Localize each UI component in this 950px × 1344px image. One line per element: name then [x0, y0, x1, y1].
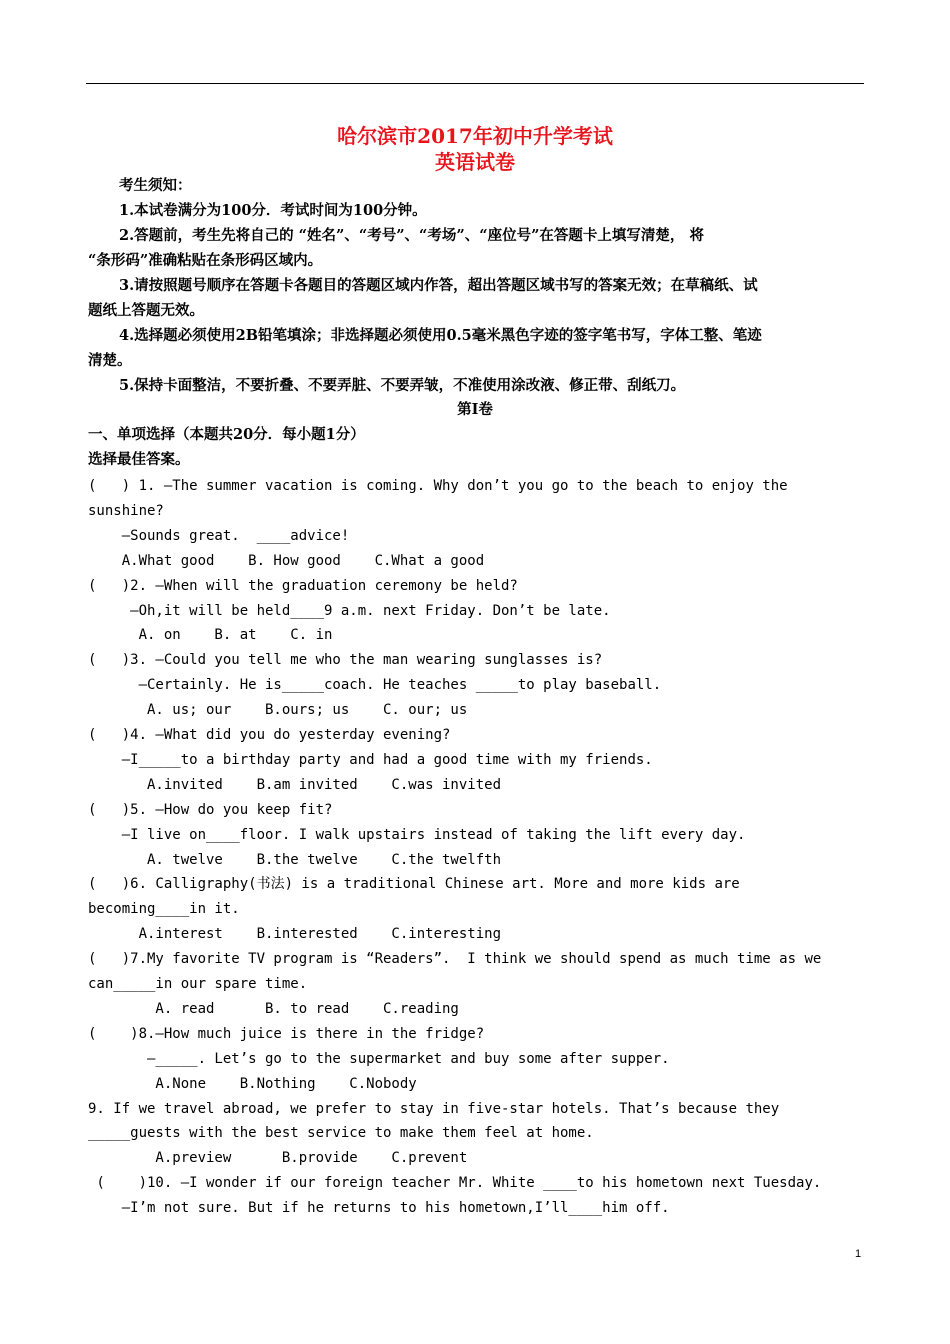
question-line: ( )3. —Could you tell me who the man wearing sunglasses is? [88, 652, 603, 669]
notice-line: 清楚。 [88, 352, 132, 369]
exam-subtitle: 英语试卷 [435, 150, 515, 174]
question-line: A.invited B.am invited C.was invited [88, 776, 502, 793]
question-line: A.None B.Nothing C.Nobody [88, 1075, 417, 1092]
question-line: becoming____in it. [88, 901, 240, 918]
question-line: 9. If we travel abroad, we prefer to stay in five-star hotels. That’s because they [88, 1100, 780, 1117]
question-line: ( ) 1. —The summer vacation is coming. Why don’t you go to the beach to enjoy the [88, 478, 788, 494]
question-line: A. read B. to read C.reading [88, 1000, 459, 1017]
question-line: —Certainly. He is_____coach. He teaches _____to play baseball. [88, 677, 662, 694]
question-line: —Oh,it will be held____9 a.m. next Friday. Don’t be late. [88, 602, 611, 619]
header-rule [86, 83, 864, 84]
question-line: —_____. Let’s go to the supermarket and buy some after supper. [88, 1050, 670, 1067]
question-line: can_____in our spare time. [88, 976, 308, 992]
question-line: —Sounds great. ____advice! [88, 527, 350, 544]
notice-line: 4.选择题必须使用2B铅笔填涂；非选择题必须使用0.5毫米黑色字迹的签字笔书写，字体工整、笔迹 [119, 327, 762, 344]
question-line: A. us; our B.ours; us C. our; us [88, 702, 468, 719]
question-line: —I live on____floor. I walk upstairs instead of taking the lift every day. [88, 826, 746, 843]
question-line: A.What good B. How good C.What a good [88, 552, 485, 569]
exam-title: 哈尔滨市2017年初中升学考试 [337, 124, 613, 148]
question-line: ( )4. —What did you do yesterday evening? [88, 727, 451, 743]
notice-line: 1.本试卷满分为100分．考试时间为100分钟。 [119, 202, 427, 219]
question-line: ( )7.My favorite TV program is “Readers”. I think we should spend as much time as we [88, 951, 822, 968]
notice-line: 5.保持卡面整洁，不要折叠、不要弄脏、不要弄皱，不准使用涂改液、修正带、刮纸刀。 [119, 377, 686, 394]
question-line: ( )5. —How do you keep fit? [88, 801, 333, 818]
question-line: A. twelve B.the twelve C.the twelfth [88, 851, 502, 868]
section-heading: 一、单项选择（本题共20分．每小题1分） [88, 426, 365, 443]
question-line: ( )6. Calligraphy(书法) is a traditional Chinese art. More and more kids are [88, 876, 740, 893]
question-line: ( )10. —I wonder if our foreign teacher Mr. White ____to his hometown next Tuesday. [88, 1175, 822, 1192]
question-line: A. on B. at C. in [88, 627, 333, 644]
notice-heading: 考生须知： [119, 177, 192, 194]
notice-line: 题纸上答题无效。 [88, 302, 204, 319]
question-line: ( )8.—How much juice is there in the fridge? [88, 1025, 485, 1042]
question-line: sunshine? [88, 502, 164, 519]
question-line: —I’m not sure. But if he returns to his hometown,I’ll____him off. [88, 1200, 670, 1217]
question-line: ( )2. —When will the graduation ceremony be held? [88, 577, 518, 594]
question-line: A.interest B.interested C.interesting [88, 926, 502, 943]
notice-line: 3.请按照题号顺序在答题卡各题目的答题区域内作答，超出答题区域书写的答案无效；在草稿纸、试 [119, 277, 758, 294]
notice-line: “条形码”准确粘贴在条形码区域内。 [88, 252, 323, 269]
notice-line: 2.答题前，考生先将自己的 “姓名”、“考号”、“考场”、“座位号”在答题卡上填写清楚， 将 [119, 227, 704, 244]
section-instruction: 选择最佳答案。 [88, 451, 190, 468]
question-line: _____guests with the best service to make them feel at home. [88, 1125, 594, 1142]
page-number: 1 [855, 1248, 862, 1260]
question-line: —I_____to a birthday party and had a good time with my friends. [88, 751, 653, 768]
volume-label: 第I卷 [457, 401, 493, 418]
question-line: A.preview B.provide C.prevent [88, 1150, 468, 1167]
